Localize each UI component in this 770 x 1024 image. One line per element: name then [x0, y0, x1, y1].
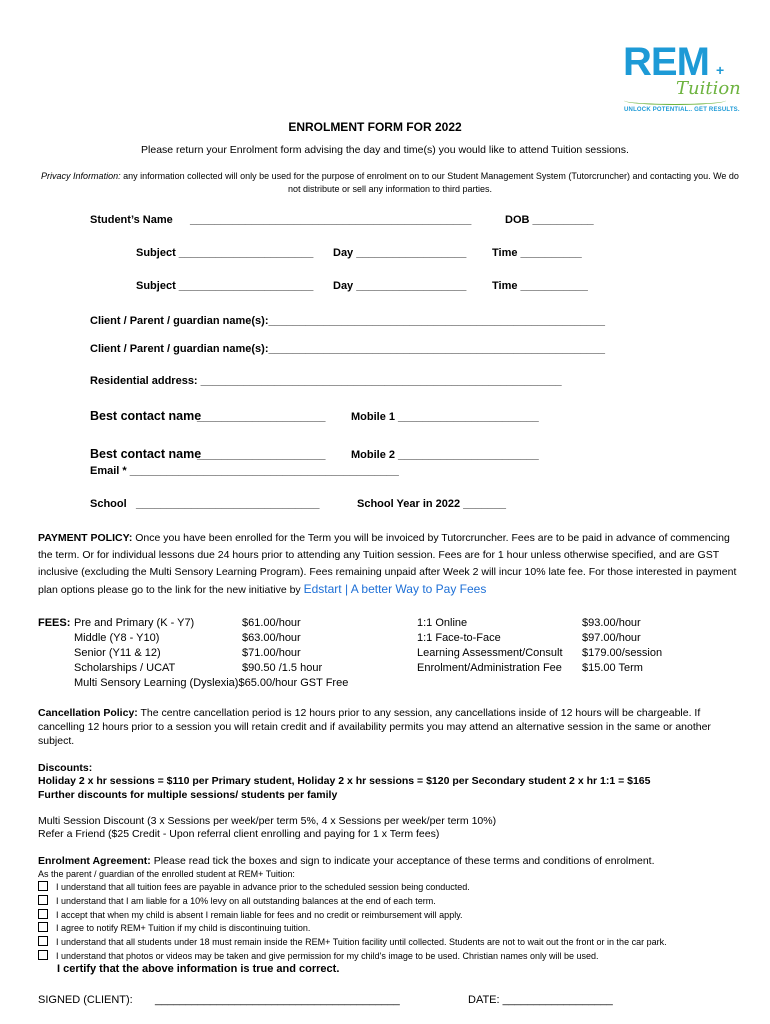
- client-name-field-1[interactable]: Client / Parent / guardian name(s):_______________________________________________________: [90, 315, 605, 327]
- fee-name: Enrolment/Administration Fee: [417, 662, 562, 674]
- agreement-checkbox[interactable]: [38, 950, 48, 960]
- payment-policy-label: PAYMENT POLICY:: [38, 532, 133, 544]
- logo-brand: REM: [623, 40, 709, 84]
- dob-field[interactable]: DOB __________: [505, 214, 594, 226]
- fee-name: Pre and Primary (K - Y7): [74, 617, 195, 629]
- fee-name: Multi Sensory Learning (Dyslexia)$65.00/hour GST Free: [74, 677, 349, 689]
- fee-price: $61.00/hour: [242, 617, 301, 629]
- discounts-label: Discounts:: [38, 762, 93, 774]
- fee-price: $179.00/session: [582, 647, 663, 659]
- agreement-item: [38, 950, 599, 961]
- fee-name: Senior (Y11 & 12): [74, 647, 161, 659]
- day-field-1[interactable]: Day __________________: [333, 247, 467, 259]
- signature-field[interactable]: ________________________________________: [155, 994, 400, 1006]
- agreement-item-text: I accept that when my child is absent I remain liable for fees and no credit or reimbursement will apply.: [56, 910, 463, 920]
- agreement-heading: [38, 855, 655, 867]
- logo-tagline: UNLOCK POTENTIAL.. GET RESULTS.: [624, 107, 740, 113]
- fees-right-prices: [582, 616, 662, 676]
- fee-name: 1:1 Face-to-Face: [417, 632, 501, 644]
- payment-policy-text: Once you have been enrolled for the Term you will be invoiced by Tutorcruncher. Fees are to be paid in advance of commencing the term. Or for individual lessons due 24 hours prior to attending any Tuition session. Fees are for 1 hour unless otherwise specified, and are GST inclusive (excluding the Multi Sensory Learning Program). Fees remaining unpaid after Week 2 will incur 10% late fee. For those interested in payment plan options please go to the link for the new initiative by: [38, 532, 737, 596]
- time-field-2[interactable]: Time ___________: [492, 280, 588, 292]
- mobile2-field[interactable]: Mobile 2 _______________________: [351, 449, 539, 461]
- fee-name: 1:1 Online: [417, 617, 468, 629]
- privacy-notice: [40, 170, 740, 196]
- discount-multi: Multi Session Discount (3 x Sessions per week/per term 5%, 4 x Sessions per week/per term 10%): [38, 815, 497, 827]
- agreement-item-text: I understand that I am liable for a 10% levy on all outstanding balances at the end of each term.: [56, 896, 436, 906]
- fee-name: Middle (Y8 - Y10): [74, 632, 160, 644]
- best-contact-field-1[interactable]: _____________________: [197, 411, 326, 423]
- school-year-field[interactable]: School Year in 2022 _______: [357, 498, 507, 510]
- school-label: School: [90, 498, 127, 510]
- best-contact-field-2[interactable]: _____________________: [197, 449, 326, 461]
- fee-price: $93.00/hour: [582, 617, 641, 629]
- agreement-checkbox[interactable]: [38, 909, 48, 919]
- cancellation-text: The centre cancellation period is 12 hours prior to any session, any cancellations inside of 12 hours will be chargeable. If cancelling 12 hours prior to a session you will retain credit and if availability permits you may attend an alternative session in the same or another subject.: [38, 707, 711, 747]
- email-field[interactable]: Email * ____________________________________________: [90, 465, 399, 477]
- agreement-item: [38, 922, 310, 933]
- fee-price: $15.00 Term: [582, 662, 643, 674]
- edstart-link[interactable]: Edstart | A better Way to Pay Fees: [303, 582, 487, 596]
- discount-family: Further discounts for multiple sessions/ students per family: [38, 789, 338, 801]
- form-title: ENROLMENT FORM FOR 2022: [288, 120, 462, 134]
- agreement-text: Please read tick the boxes and sign to indicate your acceptance of these terms and conditions of enrolment.: [153, 855, 655, 867]
- form-intro: Please return your Enrolment form advising the day and time(s) you would like to attend Tuition sessions.: [141, 144, 629, 156]
- agreement-item: [38, 881, 470, 892]
- agreement-checkbox[interactable]: [38, 881, 48, 891]
- agreement-item-text: I agree to notify REM+ Tuition if my child is discontinuing tuition.: [56, 923, 311, 933]
- fee-price: $90.50 /1.5 hour: [242, 662, 323, 674]
- logo-sub: Tuition: [676, 78, 741, 99]
- agreement-item-text: I understand that all students under 18 must remain inside the REM+ Tuition facility until collected. Students are not to wait out the front or in the car park.: [56, 937, 667, 947]
- rem-tuition-logo: [620, 40, 750, 118]
- subject-field-2[interactable]: Subject ______________________: [136, 280, 314, 292]
- agreement-label: Enrolment Agreement:: [38, 855, 151, 867]
- cancellation-policy: [38, 706, 738, 748]
- agreement-item: [38, 909, 463, 920]
- best-contact-label-1: Best contact name: [90, 409, 202, 423]
- fee-price: $63.00/hour: [242, 632, 301, 644]
- agreement-item: [38, 936, 667, 947]
- logo-arc: [624, 96, 726, 105]
- fee-price: $71.00/hour: [242, 647, 301, 659]
- logo-plus: +: [716, 62, 725, 78]
- fee-name: Scholarships / UCAT: [74, 662, 176, 674]
- date-field[interactable]: DATE: __________________: [468, 994, 613, 1006]
- school-field[interactable]: ______________________________: [136, 498, 320, 510]
- agreement-checkbox[interactable]: [38, 895, 48, 905]
- fees-right-names: [417, 616, 563, 676]
- signed-label: SIGNED (CLIENT):: [38, 994, 133, 1006]
- day-field-2[interactable]: Day __________________: [333, 280, 467, 292]
- discount-referral: Refer a Friend ($25 Credit - Upon referral client enrolling and paying for 1 x Term fees): [38, 828, 440, 840]
- fees-left-prices: [242, 616, 322, 676]
- agreement-checkbox[interactable]: [38, 936, 48, 946]
- student-name-field[interactable]: ______________________________________________: [190, 214, 472, 226]
- cancellation-label: Cancellation Policy:: [38, 707, 138, 719]
- client-name-field-2[interactable]: Client / Parent / guardian name(s):_______________________________________________________: [90, 343, 605, 355]
- privacy-text: any information collected will only be used for the purpose of enrolment on to our Student Management System (Tutorcruncher) and contacting you. We do not distribute or sell any information to third parties.: [123, 171, 739, 194]
- fee-price: $97.00/hour: [582, 632, 641, 644]
- address-field[interactable]: Residential address: ___________________________________________________________: [90, 375, 562, 387]
- best-contact-label-2: Best contact name: [90, 447, 202, 461]
- subject-field-1[interactable]: Subject ______________________: [136, 247, 314, 259]
- agreement-item: [38, 895, 436, 906]
- student-name-label: Student’s Name: [90, 214, 173, 226]
- agreement-intro: As the parent / guardian of the enrolled student at REM+ Tuition:: [38, 869, 295, 879]
- agreement-checkbox[interactable]: [38, 922, 48, 932]
- time-field-1[interactable]: Time __________: [492, 247, 582, 259]
- payment-policy: [38, 530, 738, 599]
- certify-statement: I certify that the above information is true and correct.: [57, 963, 340, 975]
- fees-label: FEES:: [38, 617, 71, 629]
- fee-name: Learning Assessment/Consult: [417, 647, 563, 659]
- discount-holiday: Holiday 2 x hr sessions = $110 per Primary student, Holiday 2 x hr sessions = $120 per Secondary student 2 x hr 1:1 = $165: [38, 775, 651, 787]
- agreement-item-text: I understand that photos or videos may be taken and give permission for my child's image to be used. Christian names only will be used.: [56, 951, 599, 961]
- agreement-item-text: I understand that all tuition fees are payable in advance prior to the scheduled session being conducted.: [56, 882, 470, 892]
- privacy-label: Privacy Information:: [41, 171, 121, 181]
- mobile1-field[interactable]: Mobile 1 _______________________: [351, 411, 539, 423]
